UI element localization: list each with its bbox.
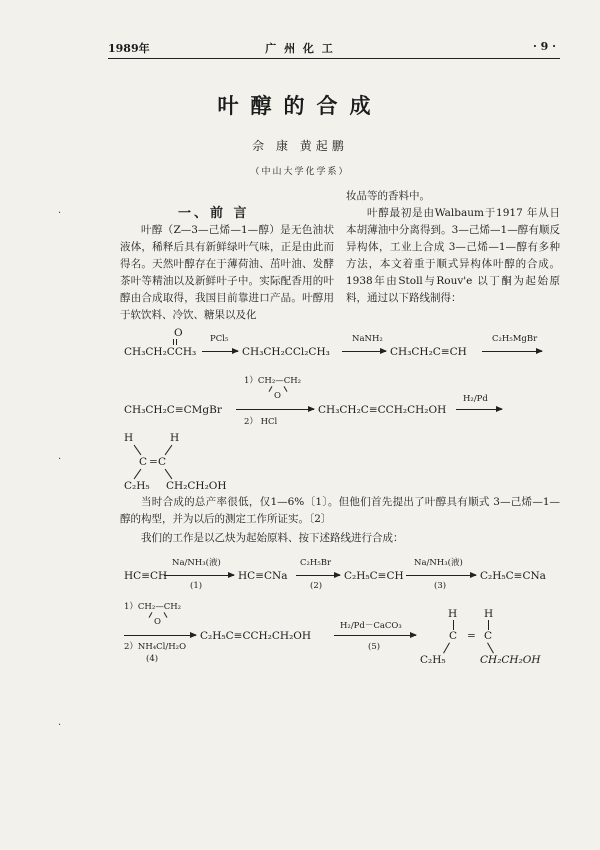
reaction-arrow <box>202 351 238 352</box>
ethyl-group: C₂H₅ <box>420 654 446 666</box>
reagent-nanh2: NaNH₂ <box>352 334 383 344</box>
reagent-sodium-ammonia: Na/NH₃(液) <box>172 558 221 568</box>
step-number: (2) <box>310 581 323 591</box>
reaction-arrow <box>164 575 234 576</box>
sodium-butynide-formula: C₂H₅C≡CNa <box>480 570 546 582</box>
atom-c: C <box>484 630 493 642</box>
hydroxyethyl-group: CH₂CH₂OH <box>480 654 541 666</box>
bond <box>453 620 454 630</box>
atom-h: H <box>484 608 494 620</box>
butyne-formula: CH₃CH₂C≡CH <box>390 346 467 358</box>
reaction-arrow <box>124 635 196 636</box>
epoxide-bond <box>284 386 288 392</box>
carbonyl-bond <box>173 339 174 345</box>
hexynol-formula: CH₃CH₂C≡CCH₂CH₂OH <box>318 404 447 416</box>
intro-paragraph-left: 叶醇（Z—3—己烯—1—醇）是无色油状液体，稀释后具有新鲜绿叶气味，正是由此而得名。天然叶醇存在于薄荷油、茁叶油、发酵茶叶等精油以及新鲜叶子中。实际配香用的叶醇由合成取得，我国目前靠进口产品。叶醇用于软饮料、冷饮、糖果以及化 <box>120 224 334 321</box>
reaction-arrow <box>406 575 476 576</box>
atom-h: H <box>448 608 458 620</box>
atom-h: H <box>170 432 180 444</box>
double-bond: = <box>149 456 158 468</box>
reagent-hydrogen-palladium: H₂/Pd <box>463 394 488 404</box>
hexynol-formula: C₂H₅C≡CCH₂CH₂OH <box>200 630 312 642</box>
bond <box>134 445 142 455</box>
step-number: (1) <box>190 581 203 591</box>
binding-mark: · <box>58 720 62 731</box>
bond <box>488 620 489 630</box>
hydroxyethyl-group: CH₂CH₂OH <box>166 480 227 492</box>
reaction-arrow <box>482 351 542 352</box>
dichloride-formula: CH₃CH₂CCl₂CH₃ <box>242 346 330 358</box>
reagent-sodium-ammonia: Na/NH₃(液) <box>414 558 463 568</box>
butyne-formula: C₂H₅C≡CH <box>344 570 404 582</box>
header-journal: 广 州 化 工 <box>265 42 335 55</box>
reaction-arrow <box>456 409 502 410</box>
binding-mark: · <box>58 454 62 465</box>
epoxide-step-label: 1）CH₂—CH₂ <box>244 376 302 386</box>
step-number: (3) <box>434 581 447 591</box>
bond <box>165 469 173 479</box>
header-rule <box>108 58 560 59</box>
epoxide-oxygen: O <box>274 391 281 401</box>
reaction-arrow <box>236 409 314 410</box>
intro-paragraph-right-continued: 妆品等的香料中。 <box>346 190 430 202</box>
article-title: 叶醇的合成 <box>217 93 383 118</box>
reagent-ethyl-bromide: C₂H₅Br <box>300 558 332 568</box>
atom-h: H <box>124 432 134 444</box>
sodium-acetylide-formula: HC≡CNa <box>238 570 288 582</box>
acid-step-label: 2） HCl <box>244 417 278 427</box>
bond <box>165 445 173 455</box>
ketone-oxygen: O <box>174 327 183 339</box>
ethyl-group: C₂H₅ <box>124 480 150 492</box>
article-authors: 佘 康 黄起鹏 <box>252 139 348 153</box>
section-heading: 一、前 言 <box>178 206 250 221</box>
reaction-arrow <box>334 635 416 636</box>
carbonyl-bond-2 <box>176 339 177 345</box>
step-number: (4) <box>146 654 159 664</box>
double-bond: = <box>467 630 476 642</box>
reagent-ethylmagnesium-bromide: C₂H₅MgBr <box>492 334 538 344</box>
epoxide-bond <box>149 612 153 618</box>
epoxide-bond <box>269 386 273 392</box>
epoxide-step-label: 1）CH₂—CH₂ <box>124 602 182 612</box>
reaction-arrow <box>296 575 340 576</box>
epoxide-bond <box>164 612 168 618</box>
article-affiliation: （中山大学化学系） <box>250 167 350 177</box>
acetylene-formula: HC≡CH <box>124 570 168 582</box>
binding-mark: · <box>58 208 62 219</box>
grignard-formula: CH₃CH₂C≡CMgBr <box>124 404 222 416</box>
route-intro-paragraph: 我们的工作是以乙炔为起始原料、按下述路线进行合成： <box>141 532 404 544</box>
yield-paragraph: 当时合成的总产率很低，仅1—6%〔1〕。但他们首先提出了叶醇具有顺式 3—己烯—1—醇的构型，并为以后的测定工作所证实。〔2〕 <box>120 496 560 525</box>
atom-c: C <box>449 630 458 642</box>
epoxide-oxygen: O <box>154 617 161 627</box>
atom-c: C <box>139 456 148 468</box>
bond <box>487 643 494 654</box>
butanone-formula: CH₃CH₂CCH₃ <box>124 346 197 358</box>
reagent-lindlar-catalyst: H₂/Pd－CaCO₃ <box>340 621 402 631</box>
bond <box>134 469 142 479</box>
workup-step-label: 2）NH₄Cl/H₂O <box>124 642 187 652</box>
header-year: 1989年 <box>108 42 150 55</box>
atom-c: C <box>158 456 167 468</box>
intro-paragraph-right: 叶醇最初是由Walbaum于1917 年从日本胡薄油中分离得到。3—己烯—1—醇有顺反异构体，工业上合成 3—己烯—1—醇有多种方法，本文着重于顺式异构体叶醇的合成。1938年由Stoll与Rouv'e 以丁酮为起始原料，通过以下路线制得： <box>346 207 560 304</box>
bond <box>443 643 450 654</box>
reaction-arrow <box>342 351 386 352</box>
reagent-pcl5: PCl₅ <box>210 334 229 344</box>
step-number: (5) <box>368 642 381 652</box>
header-page-number: · 9 · <box>533 40 556 53</box>
